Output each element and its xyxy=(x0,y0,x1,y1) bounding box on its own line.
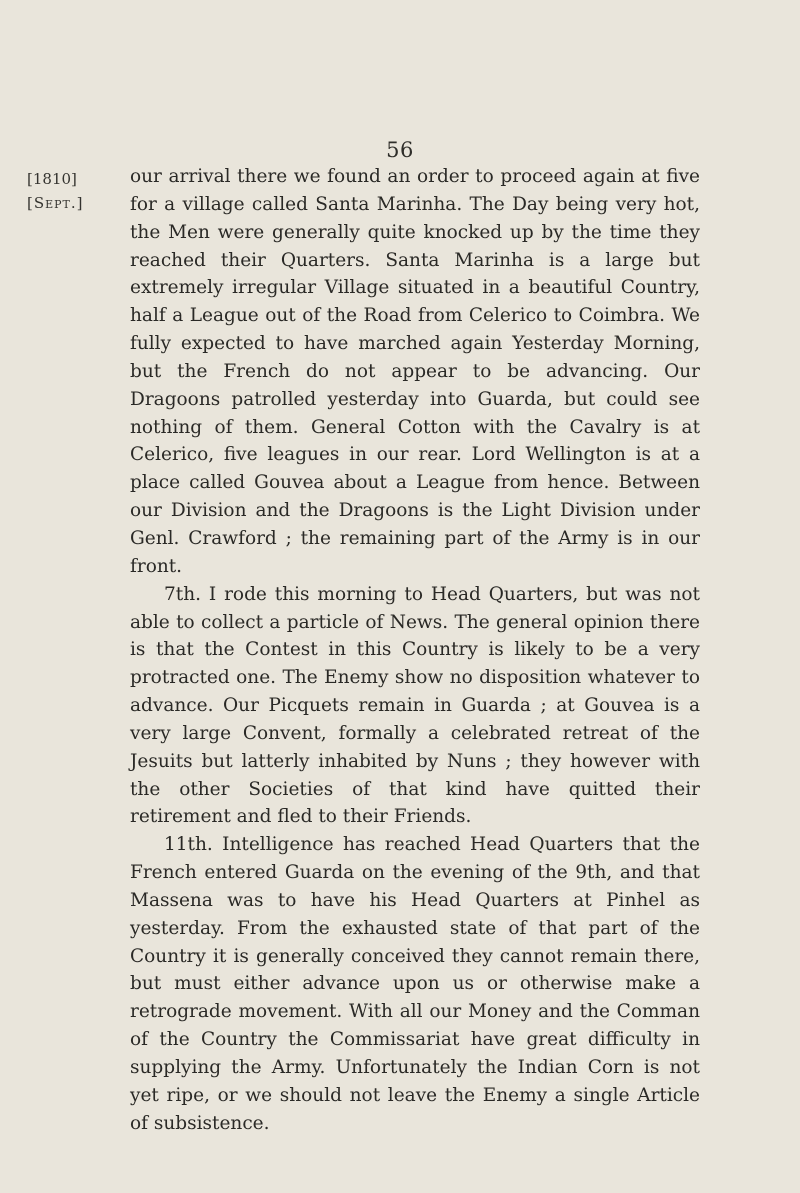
paragraph-7th: 7th. I rode this morning to Head Quarters, but was not able to collect a particle of News. The general opinion there is that the Contest in this Country is likely to be a very protracted one. The Enemy show no disposition whatever to advance. Our Picquets remain in Guarda ; at Gouvea is a very large Convent, formally a celebrated retreat of the Jesuits but latterly inhabited by Nuns ; they however with the other Societies of that kind have quitted their retirement and fled to their Friends. xyxy=(130,583,700,828)
margin-month: [Sept.] xyxy=(27,194,84,212)
page-number: 56 xyxy=(386,138,414,162)
margin-year: [1810] xyxy=(27,170,77,188)
paragraph-continuation: our arrival there we found an order to proceed again at five for a village called Santa Marinha. The Day being very hot, the Men were generally quite knocked up by the time they reached their Quarters. Santa Marinha is a large but extremely irregular Village situated in a beautiful Country, half a League out of the Road from Celerico to Coimbra. We fully expected to have marched again Yesterday Morning, but the French do not appear to be advancing. Our Dragoons patrolled yesterday into Guarda, but could see nothing of them. General Cotton with the Cavalry is at Celerico, five leagues in our rear. Lord Wellington is at a place called Gouvea about a League from hence. Between our Division and the Dragoons is the Light Division under Genl. Crawford ; the remaining part of the Army is in our front. xyxy=(130,166,700,577)
margin-note xyxy=(27,167,84,215)
body-text xyxy=(130,163,700,1138)
paragraph-11th: 11th. Intelligence has reached Head Quarters that the French entered Guarda on the evening of the 9th, and that Massena was to have his Head Quarters at Pinhel as yesterday. From the exhausted state of that part of the Country it is generally conceived they cannot remain there, but must either advance upon us or otherwise make a retrograde movement. With all our Money and the Comman of the Country the Commissariat have great difficulty in supplying the Army. Unfortunately the Indian Corn is not yet ripe, or we should not leave the Enemy a single Article of subsistence. xyxy=(130,834,700,1134)
